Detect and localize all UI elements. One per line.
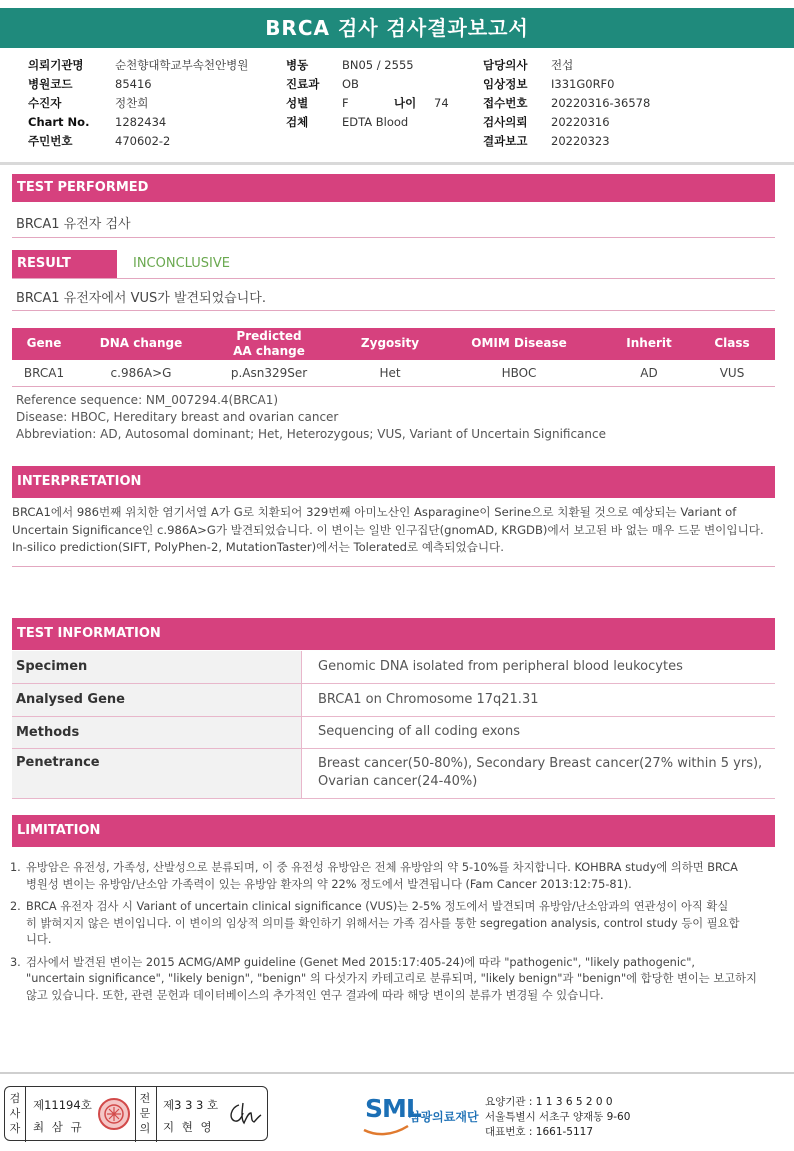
- item-line: "uncertain significance", "likely benign", "benign" 의 다섯가지 카테고리로 분류되며, "likely benign"과 "benign"에 합당한 변이는 보고하지: [26, 972, 757, 985]
- test-information-heading: TEST INFORMATION: [12, 618, 775, 650]
- gene-col-header: Zygosity: [360, 336, 420, 350]
- gene-cell: BRCA1: [23, 366, 65, 380]
- table-row: [12, 717, 775, 749]
- header-label: 검사의뢰: [483, 115, 528, 129]
- gene-col-header: DNA change: [99, 336, 183, 350]
- header-value: 470602-2: [115, 134, 171, 148]
- header-label: 접수번호: [483, 96, 528, 110]
- header-value: F: [342, 96, 349, 110]
- header-value: 1282434: [115, 115, 167, 129]
- header-value: 순천향대학교부속천안병원: [115, 58, 249, 72]
- list-item: [10, 955, 774, 1005]
- cell-divider: [301, 684, 302, 716]
- cell-divider: [301, 651, 302, 683]
- header-value: 85416: [115, 77, 152, 91]
- table-row: [12, 749, 775, 799]
- table-row: [12, 651, 775, 684]
- gene-col-header: Predicted: [236, 329, 302, 343]
- note-line: Reference sequence: NM_007294.4(BRCA1): [16, 393, 279, 407]
- header-label: 나이: [394, 96, 417, 110]
- header-label: 결과보고: [483, 134, 528, 148]
- gene-col-header: Gene: [26, 336, 62, 350]
- header-value: EDTA Blood: [342, 115, 409, 129]
- note-line: Abbreviation: AD, Autosomal dominant; Het, Heterozygous; VUS, Variant of Uncertain Significance: [16, 427, 606, 441]
- item-number: 3.: [10, 955, 21, 969]
- ti-value: [318, 755, 762, 791]
- divider: [12, 310, 775, 311]
- item-line: 히 밝혀지지 않은 변이입니다. 이 변이의 임상적 의미를 확인하기 위해서는 가족 검사를 통한 segregation analysis, control study 등이 필요합: [26, 916, 740, 930]
- header-value: BN05 / 2555: [342, 58, 414, 72]
- gene-cell: HBOC: [501, 366, 537, 380]
- ti-label: Specimen: [12, 651, 301, 683]
- signer2-license: 제3 3 3 호: [163, 1098, 219, 1112]
- org-info-line: 대표번호 : 1661-5117: [485, 1126, 594, 1138]
- item-line: BRCA 유전자 검사 시 Variant of uncertain clinical significance (VUS)는 2-5% 정도에서 발견되며 유방암/난소암과의 연관성이 아직 확실: [26, 900, 729, 913]
- footer-divider: [0, 1072, 794, 1074]
- test-performed-value: BRCA1 유전자 검사: [16, 217, 131, 232]
- gene-col-header: AA change: [233, 344, 305, 358]
- ti-value: BRCA1 on Chromosome 17q21.31: [318, 692, 539, 707]
- limitation-heading: LIMITATION: [12, 815, 775, 847]
- test-performed-heading: TEST PERFORMED: [12, 174, 775, 202]
- gene-col-header: OMIM Disease: [471, 336, 567, 350]
- limitation-list: [10, 860, 774, 1010]
- ti-value-line: Breast cancer(50-80%), Secondary Breast cancer(27% within 5 yrs),: [318, 756, 763, 771]
- divider: [12, 278, 775, 279]
- signer1-title-char: 검: [9, 1092, 21, 1105]
- signer1-title-char: 자: [9, 1122, 21, 1135]
- header-value: 20220316: [551, 115, 610, 129]
- signer1-name: 최 삼 규: [33, 1120, 84, 1134]
- signer2-title-char: 의: [139, 1122, 151, 1135]
- header-label: 병원코드: [28, 77, 73, 91]
- signer1-title: [9, 1091, 21, 1136]
- gene-cell: AD: [640, 366, 658, 380]
- item-number: 2.: [10, 900, 21, 913]
- report-title: BRCA 검사 검사결과보고서: [0, 8, 794, 48]
- item-line: 검사에서 발견된 변이는 2015 ACMG/AMP guideline (Genet Med 2015:17:405-24)에 따라 "pathogenic", "likely pathogenic",: [26, 955, 695, 969]
- note-line: Disease: HBOC, Hereditary breast and ovarian cancer: [16, 410, 339, 424]
- table-row: [12, 363, 775, 385]
- gene-notes: [16, 392, 606, 443]
- cell-divider: [301, 749, 302, 798]
- gene-col-header: Inherit: [626, 336, 672, 350]
- gene-cell: c.986A>G: [110, 366, 172, 380]
- header-label: 임상정보: [483, 77, 528, 91]
- signer2-name: 지 현 영: [163, 1120, 214, 1134]
- interpretation-text: [12, 504, 778, 557]
- signature-box: [4, 1086, 268, 1141]
- org-info: [485, 1095, 630, 1140]
- header-label: Chart No.: [28, 115, 90, 129]
- header-label: 병동: [286, 58, 309, 72]
- signer2-title-char: 전: [139, 1092, 151, 1105]
- item-line: 않고 있습니다. 또한, 관련 문헌과 데이터베이스의 추가적인 연구 결과에 따라 해당 변이의 분류가 변경될 수 있습니다.: [26, 988, 604, 1002]
- org-info-line: 서울특별시 서초구 양재동 9-60: [485, 1111, 631, 1123]
- divider: [12, 386, 775, 387]
- item-line: 유방암은 유전성, 가족성, 산발성으로 분류되며, 이 중 유전성 유방암은 전체 유방암의 약 5-10%를 차지합니다. KOHBRA study에 의하면 BRCA: [26, 861, 738, 874]
- ti-value: Genomic DNA isolated from peripheral blood leukocytes: [318, 659, 683, 674]
- header-divider: [0, 162, 794, 165]
- interpretation-line: BRCA1에서 986번째 위치한 염기서열 A가 G로 치환되어 329번째 아미노산인 Asparagine이 Serine으로 치환될 것으로 예상되는 Variant of: [12, 505, 737, 519]
- item-number: 1.: [10, 861, 21, 874]
- gene-cell: VUS: [719, 366, 745, 380]
- signature-separator: [25, 1087, 26, 1142]
- header-value: 20220323: [551, 134, 610, 148]
- seal-stamp-icon: [97, 1097, 131, 1131]
- ti-value-line: Ovarian cancer(24-40%): [318, 774, 478, 789]
- signer2-title-char: 문: [139, 1107, 151, 1120]
- org-info-line: 요양기관 : 1 1 3 6 5 2 0 0: [485, 1096, 613, 1108]
- signature-separator: [156, 1087, 157, 1142]
- header-value: OB: [342, 77, 359, 91]
- table-row: [12, 684, 775, 717]
- interpretation-line: In-silico prediction(SIFT, PolyPhen-2, MutationTaster)에서는 Tolerated로 예측되었습니다.: [12, 540, 504, 554]
- header-value: 정찬희: [115, 96, 149, 110]
- header-label: 진료과: [286, 77, 320, 91]
- signature-icon: [225, 1099, 263, 1129]
- item-line: 병원성 변이는 유방암/난소암 가족력이 있는 유방암 환자의 약 22% 정도에서 발견됩니다 (Fam Cancer 2013:12:75-81).: [26, 877, 632, 891]
- header-label: 주민번호: [28, 134, 73, 148]
- gene-table-header: [12, 328, 775, 360]
- ti-label: Methods: [12, 717, 301, 748]
- ti-label: Penetrance: [12, 749, 301, 798]
- header-label: 담당의사: [483, 58, 528, 72]
- signer1-license: 제11194호: [33, 1098, 92, 1112]
- divider: [12, 237, 775, 238]
- patient-header: [28, 56, 768, 152]
- divider: [12, 566, 775, 567]
- list-item: [10, 860, 774, 893]
- signer2-title: [139, 1091, 151, 1136]
- interpretation-heading: INTERPRETATION: [12, 466, 775, 498]
- org-name: 삼광의료재단: [409, 1110, 479, 1124]
- header-label: 의뢰기관명: [28, 58, 84, 72]
- result-value: INCONCLUSIVE: [133, 256, 230, 271]
- gene-cell: p.Asn329Ser: [230, 366, 308, 380]
- logo-swoosh-icon: [362, 1122, 410, 1136]
- result-summary: BRCA1 유전자에서 VUS가 발견되었습니다.: [16, 291, 266, 306]
- header-label: 수진자: [28, 96, 62, 110]
- logo-text: SML: [365, 1094, 421, 1123]
- header-value: 74: [434, 96, 449, 110]
- header-label: 성별: [286, 96, 309, 110]
- item-line: 니다.: [26, 933, 52, 946]
- result-heading: RESULT: [12, 250, 117, 278]
- list-item: [10, 899, 774, 949]
- header-label: 검체: [286, 115, 309, 129]
- gene-cell: Het: [379, 366, 401, 380]
- cell-divider: [301, 717, 302, 748]
- header-value: I331G0RF0: [551, 77, 615, 91]
- gene-col-header: Class: [714, 336, 750, 350]
- ti-label: Analysed Gene: [12, 684, 301, 716]
- header-value: 전섭: [551, 58, 574, 72]
- ti-value: Sequencing of all coding exons: [318, 724, 520, 739]
- header-value: 20220316-36578: [551, 96, 651, 110]
- signer1-title-char: 사: [9, 1107, 21, 1120]
- interpretation-line: Uncertain Significance인 c.986A>G가 발견되었습니다. 이 변이는 일반 인구집단(gnomAD, KRGDB)에서 보고된 바 없는 매우 드문 변이입니다.: [12, 522, 764, 537]
- signature-separator: [135, 1087, 136, 1142]
